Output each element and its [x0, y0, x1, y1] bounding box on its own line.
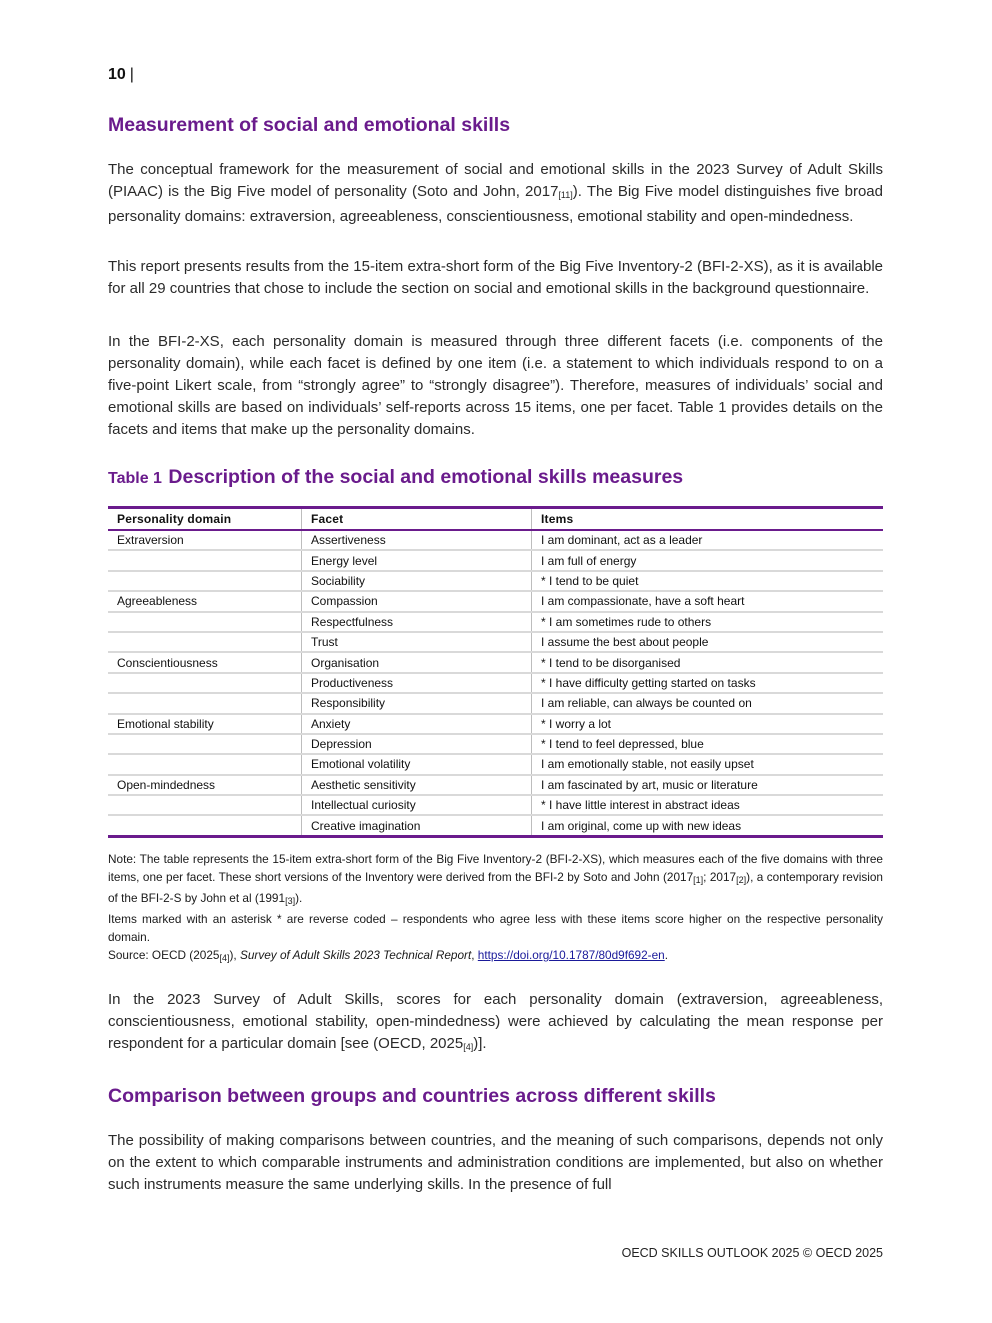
cell-facet: Organisation: [302, 652, 532, 672]
cell-item: * I am sometimes rude to others: [532, 612, 884, 632]
reference-marker[interactable]: [11]: [558, 190, 573, 200]
cell-item: * I worry a lot: [532, 714, 884, 734]
table-row: [108, 673, 883, 693]
reference-marker[interactable]: [4]: [463, 1042, 474, 1052]
table-notes: [108, 850, 883, 967]
cell-domain: [108, 632, 302, 652]
cell-facet: Emotional volatility: [302, 754, 532, 774]
cell-domain: [108, 754, 302, 774]
table-title: [108, 466, 883, 489]
cell-facet: Depression: [302, 734, 532, 754]
cell-domain: [108, 693, 302, 713]
table-row: [108, 591, 883, 611]
reference-marker[interactable]: [1]: [693, 875, 704, 885]
cell-item: I am fascinated by art, music or literature: [532, 775, 884, 795]
source-title: Survey of Adult Skills 2023 Technical Report: [239, 948, 472, 962]
cell-facet: Creative imagination: [302, 815, 532, 836]
cell-item: I am full of energy: [532, 550, 884, 570]
text: ).: [295, 891, 303, 905]
cell-item: I am emotionally stable, not easily upset: [532, 754, 884, 774]
table-row: [108, 815, 883, 836]
page-number-separator: |: [129, 66, 134, 83]
paragraph-framework: [108, 159, 883, 228]
table-source: [108, 946, 883, 967]
cell-facet: Assertiveness: [302, 530, 532, 550]
text: Source: OECD (2025: [108, 948, 220, 962]
cell-domain: [108, 550, 302, 570]
paragraph-comparison: The possibility of making comparisons between countries, and the meaning of such comparisons, depends not only on the extent to which comparable instruments and administration conditions are implemented, but also on whether such instruments measure the same underlying skills. In the presence of full: [108, 1132, 883, 1193]
cell-item: I assume the best about people: [532, 632, 884, 652]
table-row: [108, 652, 883, 672]
header-personality-domain: Personality domain: [108, 508, 302, 531]
table-label: Table 1: [108, 470, 162, 487]
table-row: [108, 632, 883, 652]
cell-domain: [108, 734, 302, 754]
doi-link[interactable]: https://doi.org/10.1787/80d9f692-en: [477, 948, 665, 962]
cell-domain: Agreeableness: [108, 591, 302, 611]
cell-item: * I tend to be disorganised: [532, 652, 884, 672]
table-row: [108, 550, 883, 570]
table-note: [108, 850, 883, 910]
table-items-note: Items marked with an asterisk * are reverse coded – respondents who agree less with these items score higher on the respective personality domain.: [108, 912, 883, 944]
table-row: [108, 714, 883, 734]
table-row: [108, 795, 883, 815]
text: ), a contemporary revision of the BFI-2-S by John et al (1991: [108, 870, 883, 905]
text: ,: [471, 948, 478, 962]
text: Note: The table represents the 15-item extra-short form of the Big Five Inventory-2 (BFI-2-XS), which measures each of the five domains with three items, one per facet. These short versions of the Inventory were derived from the BFI-2 by Soto and John (2017: [108, 852, 883, 884]
paragraph-report: This report presents results from the 15-item extra-short form of the Big Five Inventory-2 (BFI-2-XS), as it is available for all 29 countries that chose to include the section on social and emotional skills in the background questionnaire.: [108, 258, 883, 297]
cell-domain: [108, 612, 302, 632]
cell-facet: Sociability: [302, 571, 532, 591]
page-footer: OECD SKILLS OUTLOOK 2025 © OECD 2025: [621, 1246, 883, 1260]
cell-item: * I have little interest in abstract ideas: [532, 795, 884, 815]
reference-marker[interactable]: [3]: [285, 896, 296, 906]
cell-domain: Open-mindedness: [108, 775, 302, 795]
table-row: [108, 775, 883, 795]
table-header-row: [108, 508, 883, 531]
cell-item: * I tend to feel depressed, blue: [532, 734, 884, 754]
cell-facet: Intellectual curiosity: [302, 795, 532, 815]
reference-marker[interactable]: [4]: [219, 953, 230, 963]
cell-domain: [108, 571, 302, 591]
cell-facet: Compassion: [302, 591, 532, 611]
text: The conceptual framework for the measurement of social and emotional skills in the 2023 Survey of Adult Skills (PIAAC) is the Big Five model of personality (Soto and John, 2017: [108, 161, 883, 200]
table-row: [108, 693, 883, 713]
section-heading-comparison: Comparison between groups and countries across different skills: [108, 1085, 716, 1107]
text: .: [664, 948, 669, 962]
header-facet: Facet: [302, 508, 532, 531]
section-heading-measurement: Measurement of social and emotional skills: [108, 114, 511, 136]
cell-facet: Responsibility: [302, 693, 532, 713]
table-title-text: Description of the social and emotional skills measures: [168, 466, 684, 488]
cell-facet: Respectfulness: [302, 612, 532, 632]
cell-item: I am reliable, can always be counted on: [532, 693, 884, 713]
header-items: Items: [532, 508, 884, 531]
skills-table: [108, 506, 883, 838]
cell-domain: Conscientiousness: [108, 652, 302, 672]
cell-item: I am dominant, act as a leader: [532, 530, 884, 550]
cell-domain: Extraversion: [108, 530, 302, 550]
page-number: [108, 66, 134, 84]
text: ). The Big Five model distinguishes five broad personality domains: extraversion, agreeableness, conscientiousness, emotional stability and open-mindedness.: [108, 183, 883, 225]
text: ),: [229, 948, 240, 962]
cell-domain: [108, 673, 302, 693]
cell-facet: Aesthetic sensitivity: [302, 775, 532, 795]
cell-item: * I tend to be quiet: [532, 571, 884, 591]
cell-domain: [108, 815, 302, 836]
cell-item: I am original, come up with new ideas: [532, 815, 884, 836]
cell-domain: [108, 795, 302, 815]
table-row: [108, 754, 883, 774]
paragraph-scores: [108, 989, 883, 1058]
table-row: [108, 612, 883, 632]
cell-facet: Productiveness: [302, 673, 532, 693]
text: ; 2017: [703, 870, 737, 884]
cell-facet: Anxiety: [302, 714, 532, 734]
cell-item: * I have difficulty getting started on tasks: [532, 673, 884, 693]
page-number-value: 10: [108, 66, 126, 83]
table-row: [108, 571, 883, 591]
cell-item: I am compassionate, have a soft heart: [532, 591, 884, 611]
cell-domain: Emotional stability: [108, 714, 302, 734]
text: )].: [473, 1035, 487, 1052]
cell-facet: Energy level: [302, 550, 532, 570]
reference-marker[interactable]: [2]: [736, 875, 747, 885]
cell-facet: Trust: [302, 632, 532, 652]
table-row: [108, 734, 883, 754]
paragraph-bfi: In the BFI-2-XS, each personality domain is measured through three different facets (i.e. components of the personality domain), while each facet is defined by one item (i.e. a statement to which individuals respond to on a five-point Likert scale, from “strongly agree” to “strongly disagree”). Therefore, measures of individuals’ social and emotional skills are based on individuals’ self-reports across 15 items, one per facet. Table 1 provides details on the facets and items that make up the personality domains.: [108, 333, 883, 438]
table-row: [108, 530, 883, 550]
text: In the 2023 Survey of Adult Skills, scores for each personality domain (extraversion, agreeableness, conscientiousness, emotional stability, open-mindedness) were achieved by calculating the mean response per respondent for a particular domain [see (OECD, 2025: [108, 991, 883, 1052]
